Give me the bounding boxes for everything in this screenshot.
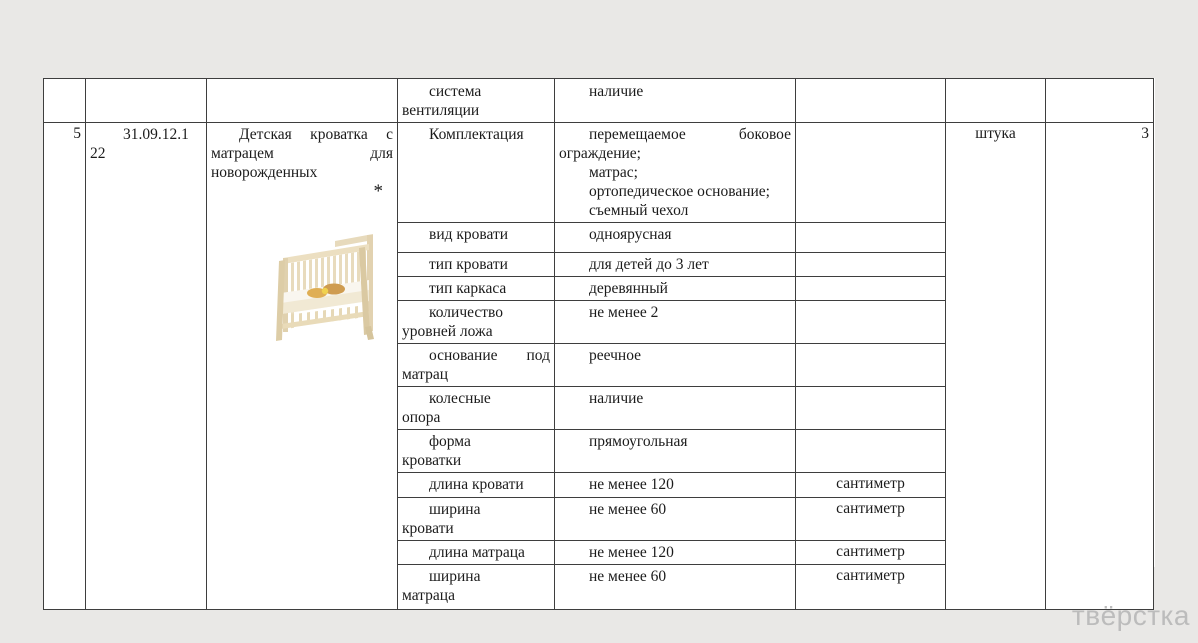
- characteristic-name-cell: система вентиляции: [398, 79, 555, 123]
- quantity-cell: [1046, 79, 1154, 123]
- characteristic-unit-cell: [796, 301, 946, 344]
- characteristic-value-cell: деревянный: [555, 277, 796, 301]
- item-name-cell: [207, 79, 398, 123]
- item-code-cell: 31.09.12.1 22: [86, 123, 207, 610]
- characteristic-name-cell: тип каркаса: [398, 277, 555, 301]
- baby-crib-photo: [261, 227, 395, 345]
- characteristic-unit-cell: [796, 123, 946, 223]
- table-row-carryover: [44, 79, 1154, 123]
- item-name-cell: Детская кроватка с матрацем для новорожденных *: [207, 123, 398, 610]
- characteristic-unit-cell: сантиметр: [796, 565, 946, 610]
- characteristic-unit-cell: сантиметр: [796, 541, 946, 565]
- characteristic-name-cell: Комплектация: [398, 123, 555, 223]
- characteristic-name-cell: ширина кровати: [398, 498, 555, 541]
- quantity-cell: 3: [1046, 123, 1154, 610]
- characteristic-value-cell: одноярусная: [555, 223, 796, 253]
- table-row-characteristic: [44, 123, 1154, 223]
- characteristic-name-cell: форма кроватки: [398, 430, 555, 473]
- characteristic-value-cell: перемещаемое боковое ограждение; матрас; ортопедическое основание; съемный чехол: [555, 123, 796, 223]
- characteristic-value-cell: наличие: [555, 79, 796, 123]
- characteristic-value-cell: не менее 60: [555, 565, 796, 610]
- characteristic-unit-cell: сантиметр: [796, 473, 946, 498]
- characteristic-name-cell: количество уровней ложа: [398, 301, 555, 344]
- specification-table-page: [43, 78, 1155, 604]
- order-unit-cell: [946, 79, 1046, 123]
- characteristic-value-cell: не менее 120: [555, 541, 796, 565]
- watermark-logo: твёрстка: [1071, 600, 1190, 631]
- order-unit-cell: штука: [946, 123, 1046, 610]
- characteristic-value-cell: для детей до 3 лет: [555, 253, 796, 277]
- characteristic-unit-cell: [796, 277, 946, 301]
- characteristic-value-cell: прямоугольная: [555, 430, 796, 473]
- characteristic-name-cell: ширина матраца: [398, 565, 555, 610]
- characteristic-unit-cell: [796, 253, 946, 277]
- characteristic-value-cell: реечное: [555, 344, 796, 387]
- characteristic-value-cell: не менее 60: [555, 498, 796, 541]
- characteristic-unit-cell: [796, 387, 946, 430]
- characteristic-unit-cell: [796, 344, 946, 387]
- characteristic-unit-cell: [796, 430, 946, 473]
- characteristic-unit-cell: сантиметр: [796, 498, 946, 541]
- characteristic-unit-cell: [796, 79, 946, 123]
- item-number-cell: 5: [44, 123, 86, 610]
- specification-table: [43, 78, 1154, 610]
- characteristic-value-cell: не менее 120: [555, 473, 796, 498]
- crib-photo-image: [261, 227, 395, 345]
- characteristic-value-cell: не менее 2: [555, 301, 796, 344]
- characteristic-name-cell: основание под матрац: [398, 344, 555, 387]
- characteristic-name-cell: колесные опора: [398, 387, 555, 430]
- characteristic-value-cell: наличие: [555, 387, 796, 430]
- characteristic-name-cell: тип кровати: [398, 253, 555, 277]
- footnote-asterisk: *: [373, 181, 383, 202]
- item-code-cell: [86, 79, 207, 123]
- characteristic-name-cell: длина кровати: [398, 473, 555, 498]
- item-number-cell: [44, 79, 86, 123]
- characteristic-unit-cell: [796, 223, 946, 253]
- characteristic-name-cell: вид кровати: [398, 223, 555, 253]
- characteristic-name-cell: длина матраца: [398, 541, 555, 565]
